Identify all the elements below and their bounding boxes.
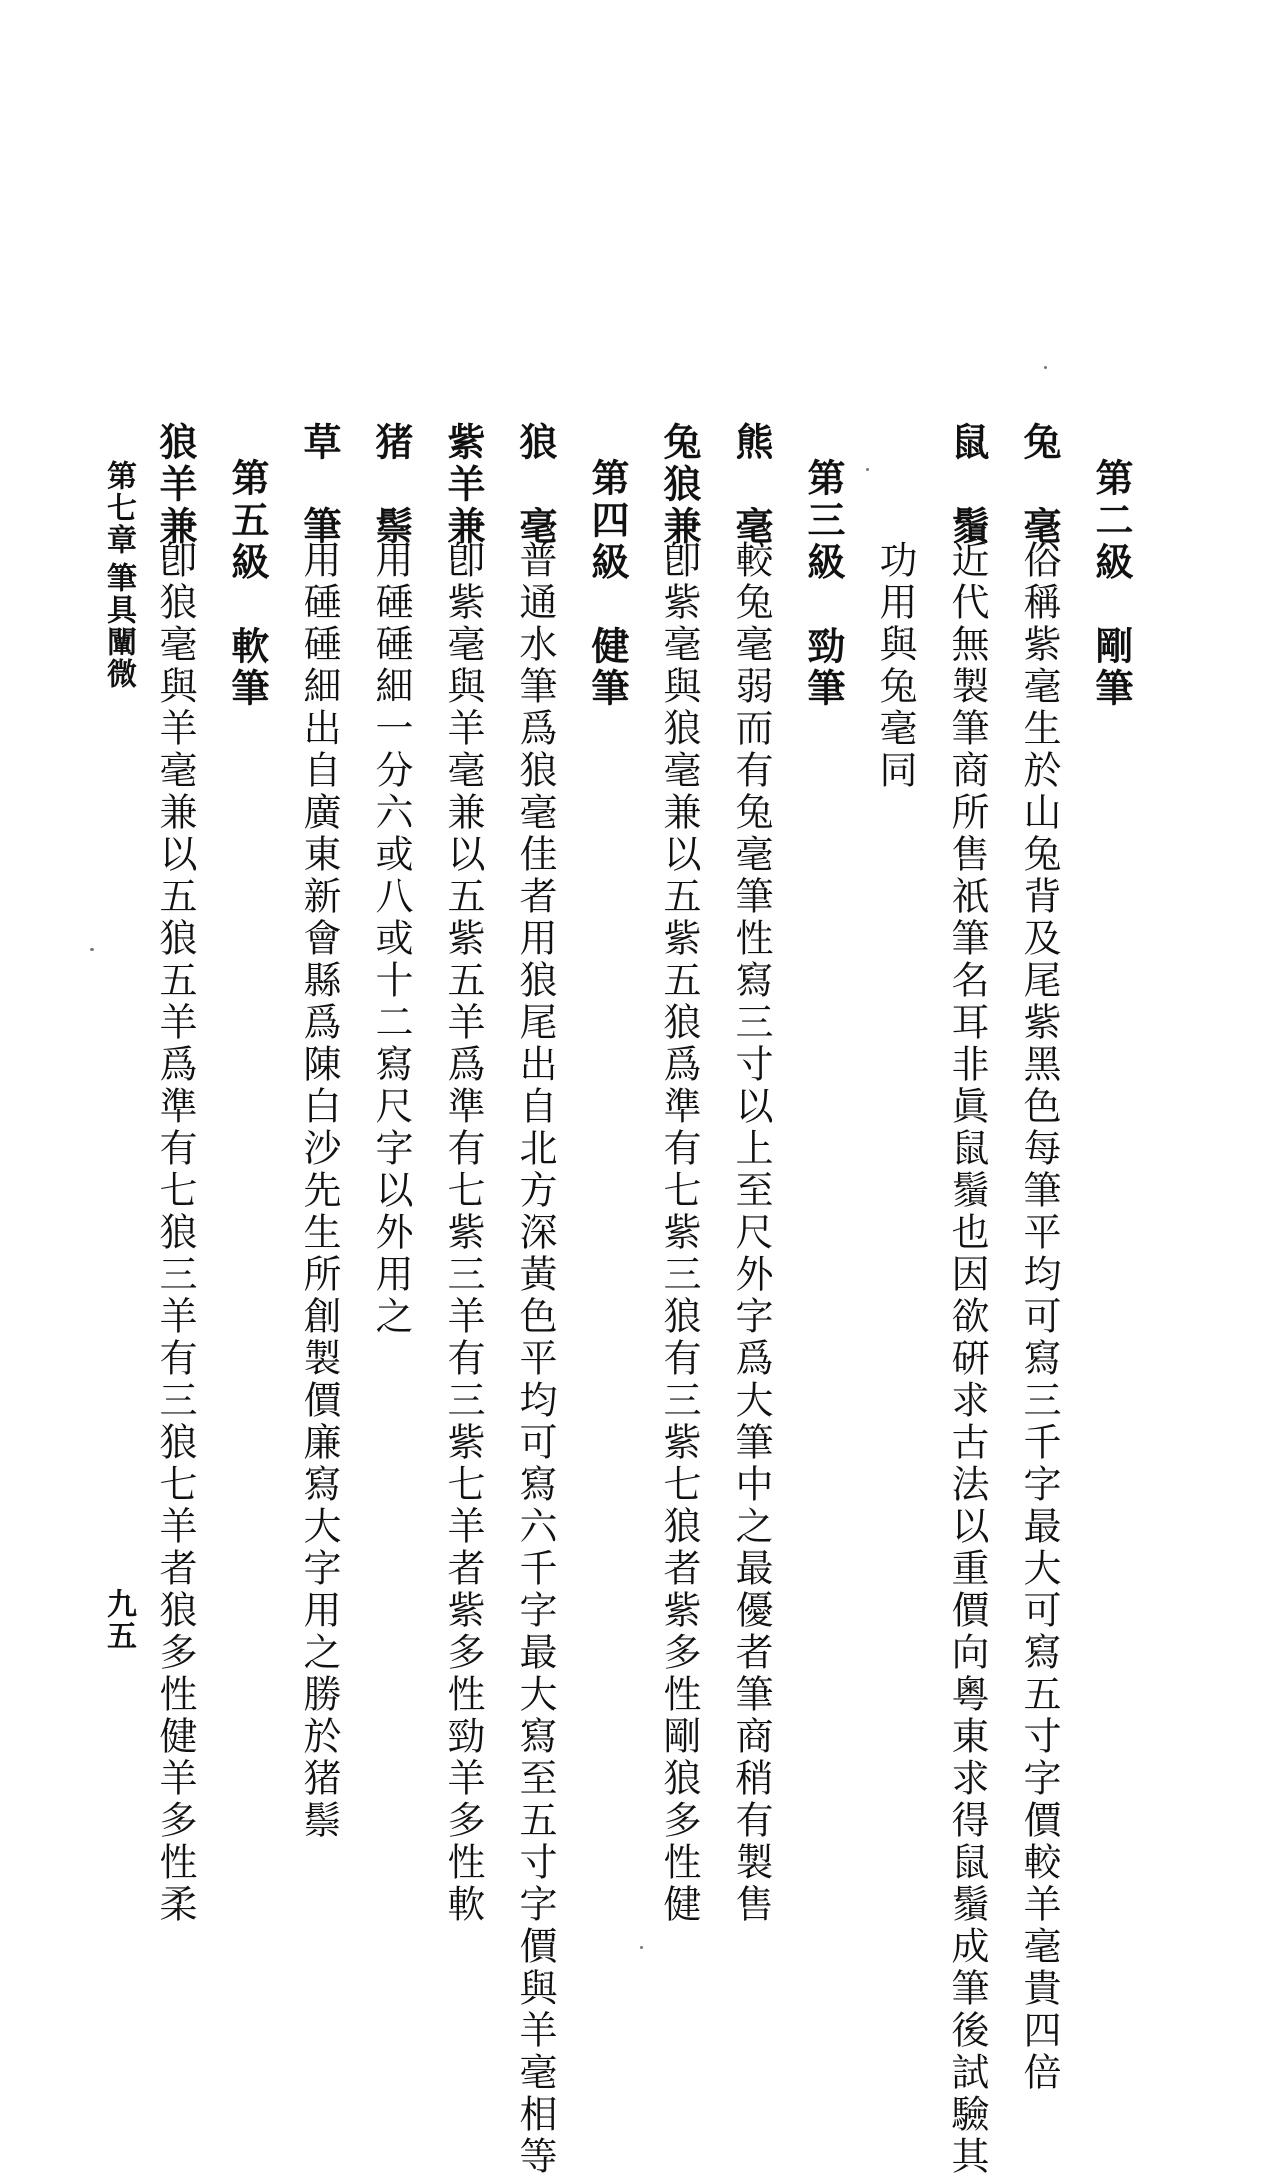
- grade5-heading: 第五級 軟筆: [225, 458, 270, 710]
- scan-speck: [640, 1946, 643, 1949]
- grade3-heading: 第三級 勁筆: [801, 458, 846, 710]
- running-chapter: 第七章: [101, 460, 136, 556]
- text-purple-goat-blend: 卽紫毫與羊毫兼以五紫五羊爲準有七紫三羊有三紫七羊者紫多性勁羊多性軟: [441, 540, 485, 1926]
- term-rabbit-wolf-blend: 兔狼兼: [657, 422, 702, 548]
- text-bear-hair: 較兔毫弱而有兔毫筆性寫三寸以上至尺外字爲大筆中之最優者筆商稍有製售: [729, 540, 773, 1926]
- scan-speck: [866, 468, 869, 471]
- text-rabbit-hair: 俗稱紫毫生於山兔背及尾紫黑色每筆平均可寫三千字最大可寫五寸字價較羊毫貴四倍: [1017, 540, 1061, 2094]
- grade4-heading: 第四級 健筆: [585, 458, 630, 710]
- term-grass-brush: 草 筆: [297, 422, 342, 548]
- text-wolf-hair: 普通水筆爲狼毫佳者用狼尾出自北方深黃色平均可寫六千字最大寫至五寸字價與羊毫相等: [513, 540, 557, 2178]
- running-section: 筆具闡微: [101, 562, 136, 690]
- text-boar-bristle: 用硾硾細一分六或八或十二寫尺字以外用之: [369, 540, 413, 1338]
- text-wolf-goat-blend: 卽狼毫與羊毫兼以五狼五羊爲準有七狼三羊有三狼七羊者狼多性健羊多性柔: [153, 540, 197, 1926]
- term-rabbit-hair: 兔 毫: [1017, 422, 1062, 548]
- term-wolf-hair: 狼 毫: [513, 422, 558, 548]
- text-rat-whisker-cont: 功用與兔毫同: [873, 540, 917, 792]
- term-rat-whisker: 鼠 鬚: [945, 422, 990, 548]
- page-number: 九五: [101, 1588, 136, 1652]
- scan-speck: [90, 948, 94, 951]
- term-wolf-goat-blend: 狼羊兼: [153, 422, 198, 548]
- scan-speck: [1044, 366, 1047, 369]
- term-bear-hair: 熊 毫: [729, 422, 774, 548]
- grade2-heading: 第二級 剛筆: [1089, 458, 1134, 710]
- term-purple-goat-blend: 紫羊兼: [441, 422, 486, 548]
- text-rabbit-wolf-blend: 卽紫毫與狼毫兼以五紫五狼爲準有七紫三狼有三紫七狼者紫多性剛狼多性健: [657, 540, 701, 1926]
- text-grass-brush: 用硾硾細出自廣東新會縣爲陳白沙先生所創製價廉寫大字用之勝於猪鬃: [297, 540, 341, 1842]
- term-boar-bristle: 猪 鬃: [369, 422, 414, 548]
- text-rat-whisker: 近代無製筆商所售祇筆名耳非眞鼠鬚也因欲硏求古法以重價向粵東求得鼠鬚成筆後試驗其: [945, 540, 989, 2178]
